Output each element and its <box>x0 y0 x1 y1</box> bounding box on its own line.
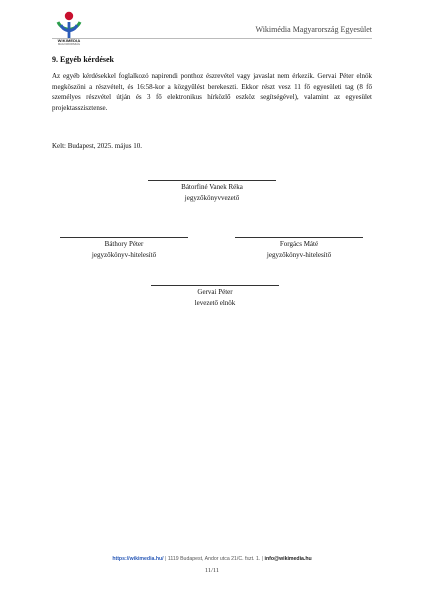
header-divider <box>52 38 372 39</box>
signature-role: jegyzőkönyv-hitelesítő <box>91 250 157 259</box>
signature-line <box>151 285 279 286</box>
signature-name: Forgács Máté <box>279 240 319 248</box>
signature-witness-2 <box>235 237 363 260</box>
footer-separator: | <box>165 556 167 562</box>
date-place-line: Kelt: Budapest, 2025. május 10. <box>52 142 143 150</box>
signature-line <box>148 180 276 181</box>
signature-chair <box>151 285 279 308</box>
signature-line <box>235 237 363 238</box>
logo-wordmark: WIKIMEDIA <box>57 38 81 43</box>
section-heading: 9. Egyéb kérdések <box>52 55 114 64</box>
section-paragraph: Az egyéb kérdésekkel foglalkozó napirendi ponthoz észrevétel vagy javaslat nem érkezik. Gervai Péter elnök megköszöni a részvételt, és 16:58-kor a közgyűlést berekeszti. Ekkor részt vesz 11 fő egyesületi tag (8 fő személyes részvétel útján és 3 fő elektronikus hírközlő eszköz segítségével), valamint az egyesület projektasszisztense. <box>52 72 372 112</box>
signature-role: jegyzőkönyvvezető <box>184 193 240 202</box>
footer-website-link[interactable]: https://wikimedia.hu/ <box>112 556 164 562</box>
footer-email-link[interactable]: info@wikimedia.hu <box>264 556 312 562</box>
signature-line <box>60 237 188 238</box>
signature-witness-1 <box>60 237 188 260</box>
logo-subtitle: MAGYARORSZÁG <box>57 43 80 46</box>
signature-recorder <box>148 180 276 203</box>
header-title: Wikimédia Magyarország Egyesület <box>255 25 372 34</box>
signature-name: Báthory Péter <box>104 240 144 248</box>
footer-separator: | <box>261 556 264 562</box>
page-footer <box>0 556 424 562</box>
page-number: 11/11 <box>204 567 220 574</box>
signature-name: Gervai Péter <box>197 288 233 296</box>
signature-role: levezető elnök <box>194 298 236 307</box>
signature-role: jegyzőkönyv-hitelesítő <box>266 250 332 259</box>
signature-name: Bátorfiné Vanek Réka <box>181 183 243 191</box>
footer-address: 1119 Budapest, Andor utca 21/C. fszt. 1. <box>167 556 261 562</box>
